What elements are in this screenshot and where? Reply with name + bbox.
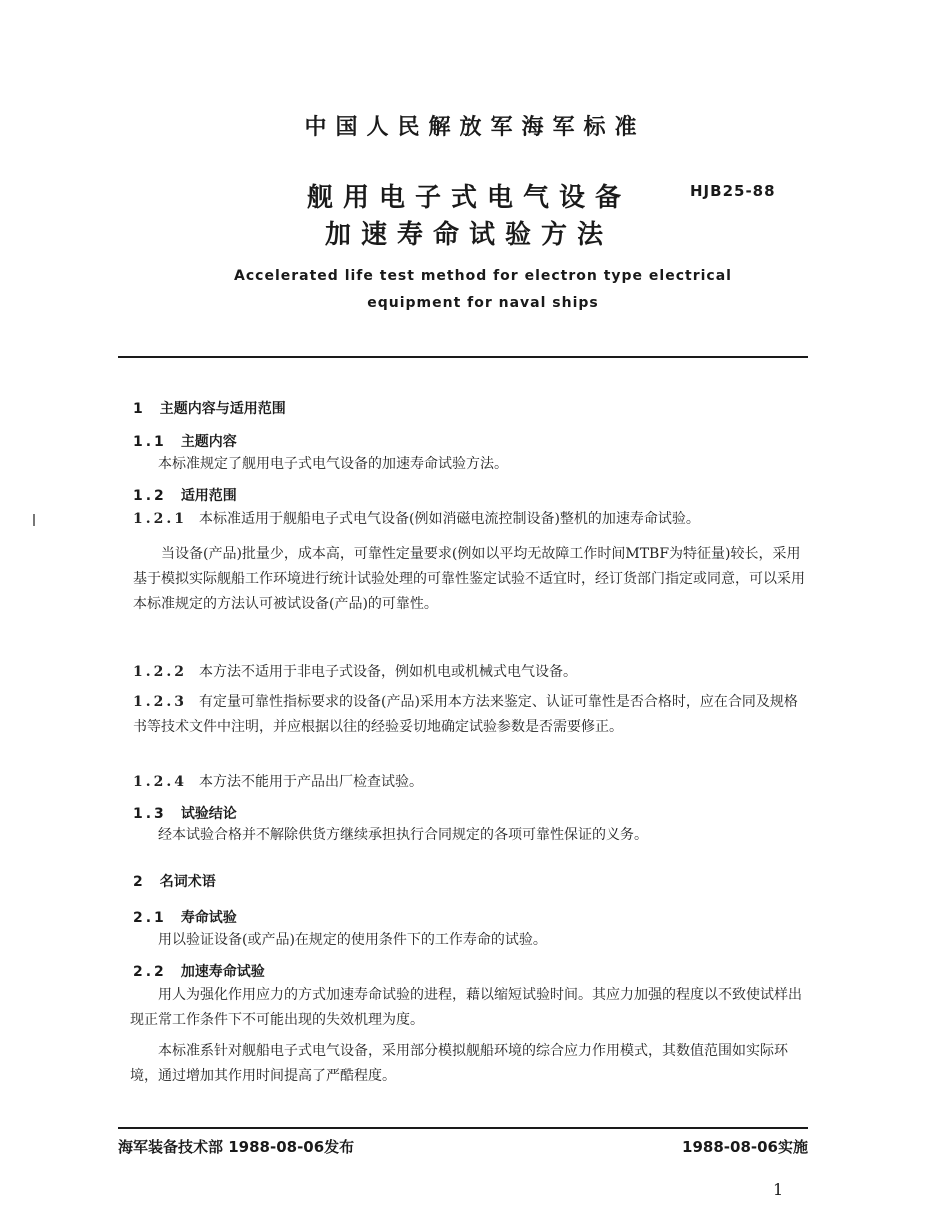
paragraph: 当设备(产品)批量少，成本高，可靠性定量要求(例如以平均无故障工作时间MTBF为特征量)较长，采用基于模拟实际舰船工作环境进行统计试验处理的可靠性鉴定试验不适宜时，经订货部门指定或同意，可以采用本标准规定的方法认可被试设备(产品)的可靠性。 bbox=[133, 546, 805, 612]
section-number: 1.1 bbox=[133, 434, 167, 450]
section-number: 1 bbox=[133, 401, 146, 417]
section-2-1-heading bbox=[133, 907, 237, 927]
section-number: 2.2 bbox=[133, 964, 167, 980]
section-1-heading bbox=[133, 398, 286, 418]
standard-code: HJB25-88 bbox=[690, 182, 776, 200]
section-2-2-text bbox=[130, 983, 810, 1089]
section-title: 主题内容 bbox=[180, 434, 237, 450]
effective-date: 1988-08-06实施 bbox=[682, 1138, 808, 1156]
paragraph: 本方法不适用于非电子式设备，例如机电或机械式电气设备。 bbox=[198, 664, 577, 680]
section-2-heading bbox=[133, 871, 216, 891]
issuer-title: 中国人民解放军海军标准 bbox=[304, 115, 646, 140]
clause-number: 1.2.3 bbox=[133, 694, 187, 710]
section-1-3-text bbox=[130, 823, 810, 848]
section-number: 1.2 bbox=[133, 488, 167, 504]
section-1-2-4-text bbox=[133, 770, 810, 795]
section-title: 适用范围 bbox=[180, 488, 237, 504]
section-1-2-heading bbox=[133, 485, 237, 505]
paragraph: 本标准适用于舰船电子式电气设备(例如消磁电流控制设备)整机的加速寿命试验。 bbox=[198, 511, 700, 527]
page-number: 1 bbox=[773, 1180, 784, 1199]
english-title-line1: Accelerated life test method for electron type electrical bbox=[234, 268, 732, 284]
section-title: 加速寿命试验 bbox=[180, 964, 265, 980]
margin-mark bbox=[33, 514, 35, 526]
clause-number: 1.2.4 bbox=[133, 774, 187, 790]
clause-number: 1.2.1 bbox=[133, 511, 187, 527]
section-2-1-text bbox=[130, 928, 810, 953]
section-title: 寿命试验 bbox=[180, 910, 237, 926]
english-title-line2: equipment for naval ships bbox=[367, 295, 599, 311]
paragraph: 本标准系针对舰船电子式电气设备，采用部分模拟舰船环境的综合应力作用模式，其数值范围如实际环境，通过增加其作用时间提高了严酷程度。 bbox=[130, 1043, 788, 1084]
paragraph: 用人为强化作用应力的方式加速寿命试验的进程，藉以缩短试验时间。其应力加强的程度以不致使试样出现正常工作条件下不可能出现的失效机理为度。 bbox=[130, 987, 802, 1028]
section-title: 试验结论 bbox=[180, 806, 237, 822]
section-title: 主题内容与适用范围 bbox=[159, 401, 286, 417]
section-1-1-text bbox=[130, 452, 810, 477]
section-1-2-1-text bbox=[133, 507, 810, 617]
paragraph: 有定量可靠性指标要求的设备(产品)采用本方法来鉴定、认证可靠性是否合格时，应在合同及规格书等技术文件中注明，并应根据以往的经验妥切地确定试验参数是否需要修正。 bbox=[133, 694, 798, 735]
clause-number: 1.2.2 bbox=[133, 664, 187, 680]
section-1-3-heading bbox=[133, 803, 237, 823]
header-divider bbox=[118, 356, 808, 358]
paragraph: 本标准规定了舰用电子式电气设备的加速寿命试验方法。 bbox=[158, 456, 508, 472]
issue-date: 海军装备技术部 1988-08-06发布 bbox=[118, 1138, 355, 1156]
section-number: 2.1 bbox=[133, 910, 167, 926]
footer-divider bbox=[118, 1127, 808, 1129]
standard-title-line2: 加速寿命试验方法 bbox=[324, 220, 613, 250]
paragraph: 经本试验合格并不解除供货方继续承担执行合同规定的各项可靠性保证的义务。 bbox=[158, 827, 648, 843]
paragraph: 本方法不能用于产品出厂检查试验。 bbox=[198, 774, 423, 790]
section-1-2-2-text bbox=[133, 660, 810, 685]
section-1-1-heading bbox=[133, 431, 237, 451]
section-1-2-3-text bbox=[133, 690, 810, 740]
section-2-2-heading bbox=[133, 961, 265, 981]
section-number: 2 bbox=[133, 874, 146, 890]
section-title: 名词术语 bbox=[159, 874, 216, 890]
standard-title-line1: 舰用电子式电气设备 bbox=[306, 183, 631, 213]
section-number: 1.3 bbox=[133, 806, 167, 822]
paragraph: 用以验证设备(或产品)在规定的使用条件下的工作寿命的试验。 bbox=[158, 932, 547, 948]
